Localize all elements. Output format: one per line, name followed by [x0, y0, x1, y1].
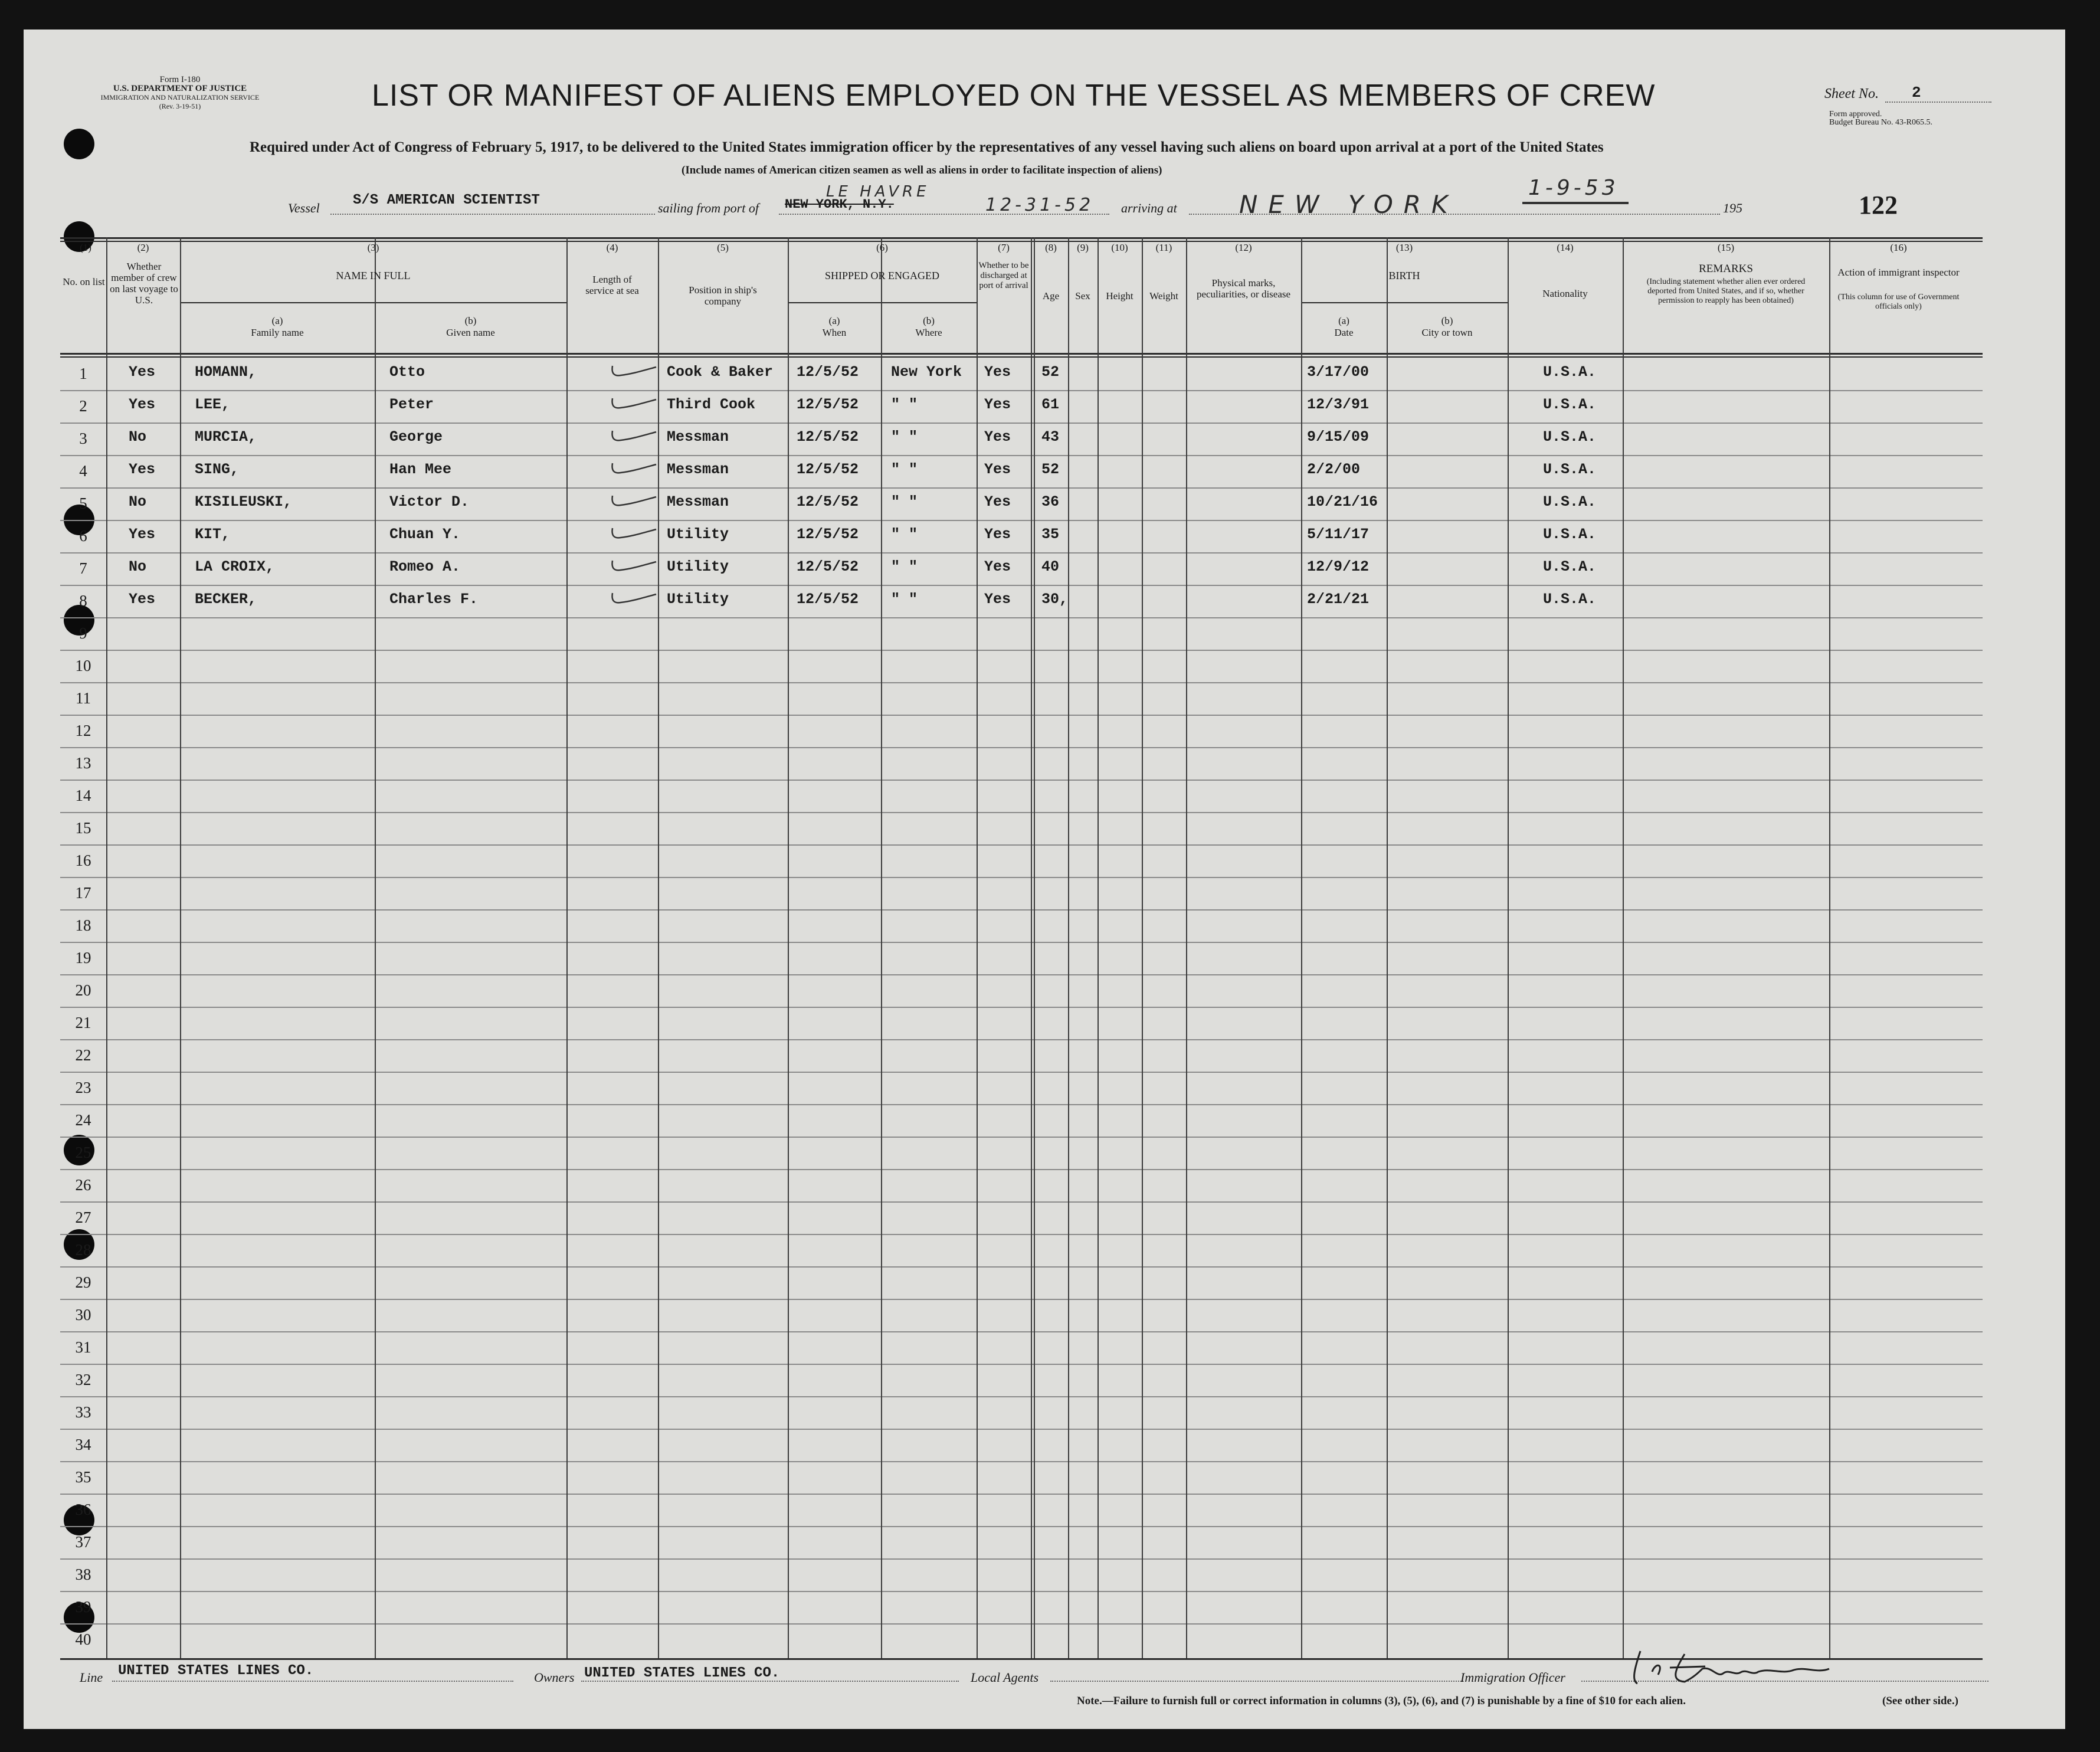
- col-header-sex: Sex: [1075, 290, 1090, 302]
- col-num-15: (15): [1717, 242, 1735, 253]
- col-num-10: (10): [1111, 242, 1128, 253]
- cell-when: 12/5/52: [797, 428, 859, 446]
- col-header-weight: Weight: [1149, 290, 1178, 302]
- form-revision: (Rev. 3-19-51): [159, 102, 201, 110]
- sailing-port-typed: NEW YORK, N.Y.: [785, 197, 894, 212]
- cell-given-name: Han Mee: [389, 461, 452, 478]
- row-number: 4: [79, 462, 87, 480]
- cell-last-voyage: Yes: [129, 526, 156, 543]
- cell-where: " ": [891, 396, 918, 413]
- immigration-officer-label: Immigration Officer: [1460, 1670, 1565, 1685]
- col-header-inspector-note: (This column for use of Government officials only): [1837, 293, 1960, 311]
- col-header-remarks: REMARKS: [1699, 263, 1753, 275]
- cell-nationality: U.S.A.: [1543, 396, 1597, 413]
- row-number: 11: [76, 689, 91, 707]
- sheet-label: Sheet No.: [1824, 86, 1879, 101]
- form-approved: Form approved.: [1829, 110, 1882, 119]
- row-number: 31: [75, 1338, 91, 1356]
- cell-given-name: Otto: [389, 364, 425, 381]
- col-num-16: (16): [1890, 242, 1907, 253]
- col-num-11: (11): [1155, 242, 1172, 253]
- cell-given-name: Victor D.: [389, 493, 470, 510]
- col-header-family-name: Family name: [251, 327, 304, 338]
- cell-birth-date: 2/21/21: [1307, 591, 1370, 608]
- col-num-2: (2): [137, 242, 149, 253]
- row-number: 13: [75, 754, 91, 772]
- row-number: 2: [79, 397, 87, 415]
- cell-when: 12/5/52: [797, 396, 859, 413]
- col-header-no-on-list: No. on list: [63, 276, 105, 287]
- cell-nationality: U.S.A.: [1543, 558, 1597, 575]
- cell-nationality: U.S.A.: [1543, 591, 1597, 608]
- cell-family-name: MURCIA,: [195, 428, 257, 446]
- col-sub-a: (a): [1338, 315, 1349, 326]
- subtitle: Required under Act of Congress of February 5, 1917, to be delivered to the United States immigration officer by the representatives of any vessel having such aliens on board upon arrival at a port of the United States: [250, 139, 1604, 155]
- row-number: 19: [75, 949, 91, 967]
- arrival-date-handwritten: 1-9-53: [1528, 176, 1619, 200]
- col-sub-a: (a): [271, 315, 283, 326]
- check-mark-icon: [608, 460, 661, 477]
- col-sub-b: (b): [923, 315, 935, 326]
- col-num-14: (14): [1557, 242, 1574, 253]
- col-header-discharged: Whether to be discharged at port of arrival: [978, 261, 1029, 290]
- arrival-port-handwritten: NEW YORK: [1239, 190, 1459, 219]
- form-info-block: [56, 76, 304, 111]
- row-number: 24: [75, 1111, 91, 1129]
- cell-age: 61: [1041, 396, 1060, 413]
- form-service: IMMIGRATION AND NATURALIZATION SERVICE: [100, 93, 260, 101]
- cell-position: Cook & Baker: [667, 364, 774, 381]
- col-header-nationality: Nationality: [1542, 288, 1588, 299]
- sheet-number: 2: [1912, 84, 1921, 101]
- row-number: 30: [75, 1306, 91, 1324]
- cell-when: 12/5/52: [797, 364, 859, 381]
- row-number: 8: [79, 592, 87, 610]
- row-number: 7: [79, 559, 87, 577]
- cell-family-name: KISILEUSKI,: [195, 493, 293, 510]
- cell-last-voyage: Yes: [129, 396, 156, 413]
- col-header-birth: BIRTH: [1388, 270, 1420, 281]
- cell-where: " ": [891, 461, 918, 478]
- cell-last-voyage: No: [129, 558, 147, 575]
- check-mark-icon: [608, 395, 661, 412]
- row-number: 18: [75, 916, 91, 934]
- check-mark-icon: [608, 492, 661, 510]
- cell-last-voyage: Yes: [129, 364, 156, 381]
- check-mark-icon: [608, 557, 661, 575]
- cell-age: 40: [1041, 558, 1060, 575]
- cell-position: Messman: [667, 428, 729, 446]
- cell-last-voyage: Yes: [129, 461, 156, 478]
- col-num-12: (12): [1235, 242, 1252, 253]
- owners-label: Owners: [534, 1670, 575, 1685]
- row-number: 25: [75, 1144, 91, 1161]
- col-num-5: (5): [717, 242, 729, 253]
- check-mark-icon: [608, 525, 661, 542]
- col-header-city: City or town: [1421, 327, 1473, 338]
- col-header-shipped: SHIPPED OR ENGAGED: [824, 270, 939, 281]
- row-number: 36: [75, 1501, 91, 1518]
- cell-nationality: U.S.A.: [1543, 526, 1597, 543]
- cell-birth-date: 12/9/12: [1307, 558, 1370, 575]
- cell-where: " ": [891, 493, 918, 510]
- cell-nationality: U.S.A.: [1543, 461, 1597, 478]
- col-sub-a: (a): [828, 315, 840, 326]
- sailing-label: sailing from port of: [658, 201, 759, 215]
- cell-when: 12/5/52: [797, 591, 859, 608]
- page-number: 122: [1859, 191, 1898, 220]
- cell-discharge: Yes: [984, 428, 1011, 446]
- col-header-last-voyage: Whether member of crew on last voyage to U.S.: [110, 261, 178, 306]
- check-mark-icon: [608, 427, 661, 445]
- row-number: 27: [75, 1209, 91, 1226]
- col-num-13: (13): [1395, 242, 1413, 253]
- row-number: 33: [75, 1403, 91, 1421]
- cell-where: " ": [891, 526, 918, 543]
- cell-birth-date: 9/15/09: [1307, 428, 1370, 446]
- cell-discharge: Yes: [984, 364, 1011, 381]
- col-header-name-in-full: NAME IN FULL: [336, 270, 411, 281]
- cell-discharge: Yes: [984, 396, 1011, 413]
- cell-last-voyage: No: [129, 428, 147, 446]
- row-number: 21: [75, 1014, 91, 1031]
- col-header-given-name: Given name: [446, 327, 495, 338]
- cell-last-voyage: No: [129, 493, 147, 510]
- cell-age: 36: [1041, 493, 1060, 510]
- row-number: 10: [75, 657, 91, 674]
- cell-age: 35: [1041, 526, 1060, 543]
- cell-position: Utility: [667, 558, 729, 575]
- row-number: 22: [75, 1046, 91, 1064]
- cell-age: 43: [1041, 428, 1060, 446]
- col-header-birth-date: Date: [1334, 327, 1354, 338]
- owners-value: UNITED STATES LINES CO.: [584, 1665, 780, 1681]
- col-header-position: Position in ship's company: [689, 284, 757, 307]
- form-number: Form I-180: [159, 75, 201, 84]
- cell-last-voyage: Yes: [129, 591, 156, 608]
- cell-nationality: U.S.A.: [1543, 493, 1597, 510]
- row-number: 1: [79, 365, 87, 382]
- col-num-4: (4): [606, 242, 618, 253]
- cell-discharge: Yes: [984, 493, 1011, 510]
- cell-when: 12/5/52: [797, 526, 859, 543]
- row-number: 26: [75, 1176, 91, 1194]
- row-number: 37: [75, 1533, 91, 1551]
- page-title: LIST OR MANIFEST OF ALIENS EMPLOYED ON THE VESSEL AS MEMBERS OF CREW: [372, 78, 1656, 113]
- cell-position: Messman: [667, 493, 729, 510]
- manifest-sheet: [24, 30, 2065, 1729]
- cell-discharge: Yes: [984, 526, 1011, 543]
- cell-family-name: LA CROIX,: [195, 558, 275, 575]
- col-header-physical-marks: Physical marks, peculiarities, or disease: [1196, 277, 1291, 300]
- row-number: 28: [75, 1241, 91, 1259]
- cell-when: 12/5/52: [797, 558, 859, 575]
- check-mark-icon: [608, 362, 661, 380]
- row-number: 29: [75, 1273, 91, 1291]
- row-number: 35: [75, 1468, 91, 1486]
- col-header-remarks-note: (Including statement whether alien ever ordered deported from United States, and if so, whether permission to reapply has been obtained): [1646, 277, 1806, 305]
- cell-family-name: HOMANN,: [195, 364, 257, 381]
- col-num-3: (3): [367, 242, 379, 253]
- col-num-7: (7): [998, 242, 1010, 253]
- cell-family-name: SING,: [195, 461, 240, 478]
- col-num-6: (6): [876, 242, 888, 253]
- cell-given-name: George: [389, 428, 443, 446]
- col-header-age: Age: [1042, 290, 1060, 302]
- cell-age: 52: [1041, 461, 1060, 478]
- signature-icon: [1629, 1645, 1924, 1692]
- row-number: 38: [75, 1566, 91, 1583]
- cell-discharge: Yes: [984, 461, 1011, 478]
- punch-hole-icon: [64, 129, 94, 159]
- row-number: 34: [75, 1436, 91, 1453]
- cell-discharge: Yes: [984, 558, 1011, 575]
- row-number: 9: [79, 624, 87, 642]
- cell-given-name: Peter: [389, 396, 434, 413]
- row-number: 14: [75, 787, 91, 804]
- col-header-inspector-action: Action of immigrant inspector: [1837, 267, 1960, 278]
- cell-given-name: Romeo A.: [389, 558, 461, 575]
- col-header-length-service: Length of service at sea: [585, 274, 639, 296]
- cell-birth-date: 2/2/00: [1307, 461, 1361, 478]
- row-number: 6: [79, 527, 87, 545]
- row-number: 3: [79, 430, 87, 447]
- footer-note: Note.—Failure to furnish full or correct information in columns (3), (5), (6), and (7) is punishable by a fine of $10 for each alien.: [1077, 1695, 1686, 1707]
- cell-age: 30,: [1041, 591, 1069, 608]
- row-number: 20: [75, 981, 91, 999]
- see-other-side: (See other side.): [1882, 1695, 1958, 1707]
- cell-nationality: U.S.A.: [1543, 428, 1597, 446]
- cell-given-name: Charles F.: [389, 591, 479, 608]
- cell-when: 12/5/52: [797, 461, 859, 478]
- cell-position: Messman: [667, 461, 729, 478]
- cell-given-name: Chuan Y.: [389, 526, 461, 543]
- arriving-label: arriving at: [1121, 201, 1177, 215]
- row-number: 23: [75, 1079, 91, 1096]
- line-value: UNITED STATES LINES CO.: [118, 1663, 314, 1679]
- sailing-port-handwritten: LE HAVRE: [826, 183, 930, 201]
- cell-birth-date: 5/11/17: [1307, 526, 1370, 543]
- row-number: 40: [75, 1630, 91, 1648]
- cell-birth-date: 10/21/16: [1307, 493, 1378, 510]
- cell-birth-date: 12/3/91: [1307, 396, 1370, 413]
- row-number: 39: [75, 1598, 91, 1616]
- col-header-when: When: [822, 327, 847, 338]
- cell-discharge: Yes: [984, 591, 1011, 608]
- form-department: U.S. DEPARTMENT OF JUSTICE: [113, 84, 247, 93]
- cell-where: New York: [891, 364, 962, 381]
- row-number: 17: [75, 884, 91, 902]
- col-num-1: (1): [80, 242, 91, 253]
- col-num-8: (8): [1045, 242, 1057, 253]
- col-header-height: Height: [1106, 290, 1133, 302]
- check-mark-icon: [608, 590, 661, 607]
- row-number: 16: [75, 852, 91, 869]
- col-sub-b: (b): [1441, 315, 1453, 326]
- cell-where: " ": [891, 591, 918, 608]
- local-agents-label: Local Agents: [971, 1670, 1039, 1685]
- vessel-label: Vessel: [288, 201, 320, 215]
- cell-age: 52: [1041, 364, 1060, 381]
- subtitle-note: (Include names of American citizen seamen as well as aliens in order to facilitate inspection of aliens): [682, 164, 1162, 176]
- cell-family-name: LEE,: [195, 396, 231, 413]
- cell-family-name: KIT,: [195, 526, 231, 543]
- line-label: Line: [80, 1670, 103, 1685]
- cell-where: " ": [891, 558, 918, 575]
- budget-bureau-number: Budget Bureau No. 43-R065.5.: [1829, 118, 1932, 127]
- cell-position: Third Cook: [667, 396, 756, 413]
- row-number: 32: [75, 1371, 91, 1388]
- cell-nationality: U.S.A.: [1543, 364, 1597, 381]
- vessel-name: S/S AMERICAN SCIENTIST: [353, 192, 540, 208]
- col-header-where: Where: [915, 327, 942, 338]
- col-num-9: (9): [1077, 242, 1089, 253]
- sailing-date-handwritten: 12-31-52: [985, 195, 1095, 215]
- cell-when: 12/5/52: [797, 493, 859, 510]
- cell-position: Utility: [667, 591, 729, 608]
- row-number: 15: [75, 819, 91, 837]
- year-suffix: 195: [1723, 201, 1742, 215]
- cell-where: " ": [891, 428, 918, 446]
- cell-family-name: BECKER,: [195, 591, 257, 608]
- row-number: 5: [79, 495, 87, 512]
- col-sub-b: (b): [464, 315, 477, 326]
- row-number: 12: [75, 722, 91, 739]
- cell-birth-date: 3/17/00: [1307, 364, 1370, 381]
- cell-position: Utility: [667, 526, 729, 543]
